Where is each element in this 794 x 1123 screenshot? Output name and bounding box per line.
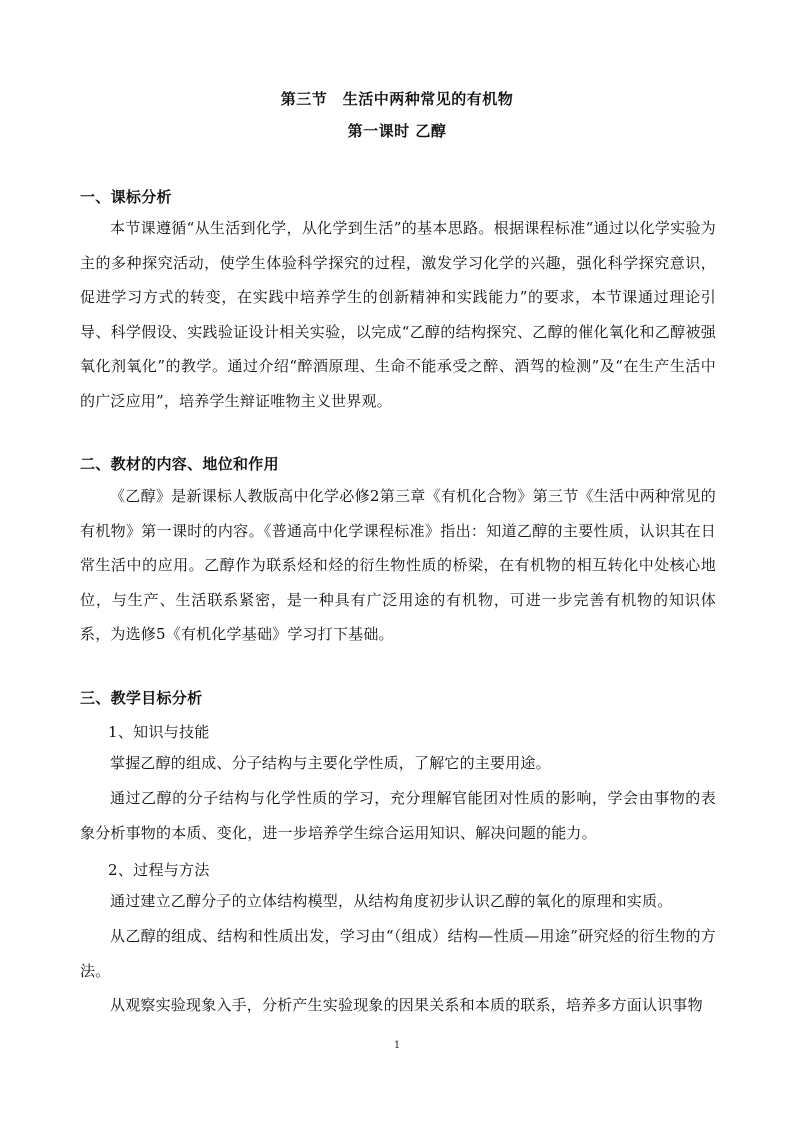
objective-paragraph-2: 通过乙醇的分子结构与化学性质的学习，充分理解官能团对性质的影响，学会由事物的表象分析事物的本质、变化，进一步培养学生综合运用知识、解决问题的能力。 — [80, 789, 716, 842]
subheading-process-methods: 2、过程与方法 — [108, 861, 210, 879]
objective-paragraph-3: 通过建立乙醇分子的立体结构模型，从结构角度初步认识乙醇的氧化的原理和实质。 — [110, 892, 673, 910]
document-subtitle: 第一课时 乙醇 — [347, 122, 447, 140]
section-paragraph-textbook-content: 《乙醇》是新课标人教版高中化学必修2第三章《有机化合物》第三节《生活中两种常见的有机物》第一课时的内容。《普通高中化学课程标准》指出：知道乙醇的主要性质，认识其在日常生活中的应用。乙醇作为联系烃和烃的衍生物性质的桥梁，在有机物的相互转化中处核心地位，与生产、生活联系紧密，是一种具有广泛用途的有机物，可进一步完善有机物的知识体系，为选修5《有机化学基础》学习打下基础。 — [80, 487, 716, 643]
objective-paragraph-1: 掌握乙醇的组成、分子结构与主要化学性质，了解它的主要用途。 — [110, 754, 551, 772]
subheading-knowledge-skills: 1、知识与技能 — [108, 723, 210, 741]
objective-paragraph-4: 从乙醇的组成、结构和性质出发，学习由“（组成）结构—性质—用途”研究烃的衍生物的方法。 — [80, 927, 716, 980]
section-heading-textbook-content: 二、教材的内容、地位和作用 — [80, 455, 279, 473]
section-paragraph-curriculum-analysis: 本节课遵循“从生活到化学，从化学到生活”的基本思路。根据课程标准“通过以化学实验为主的多种探究活动，使学生体验科学探究的过程，激发学习化学的兴趣，强化科学探究意识，促进学习方式的转变，在实践中培养学生的创新精神和实践能力”的要求，本节课通过理论引导、科学假设、实践验证设计相关实验，以完成“乙醇的结构探究、乙醇的催化氧化和乙醇被强氧化剂氧化”的教学。通过介绍“醉酒原理、生命不能承受之醉、酒驾的检测”及“在生产生活中的广泛应用”，培养学生辩证唯物主义世界观。 — [80, 219, 716, 410]
section-heading-curriculum-analysis: 一、课标分析 — [80, 188, 172, 206]
section-heading-teaching-objectives: 三、教学目标分析 — [80, 689, 203, 707]
document-title: 第三节 生活中两种常见的有机物 — [280, 90, 514, 108]
page-number: 1 — [393, 1040, 401, 1051]
objective-paragraph-5: 从观察实验现象入手，分析产生实验现象的因果关系和本质的联系，培养多方面认识事物 — [110, 996, 703, 1014]
